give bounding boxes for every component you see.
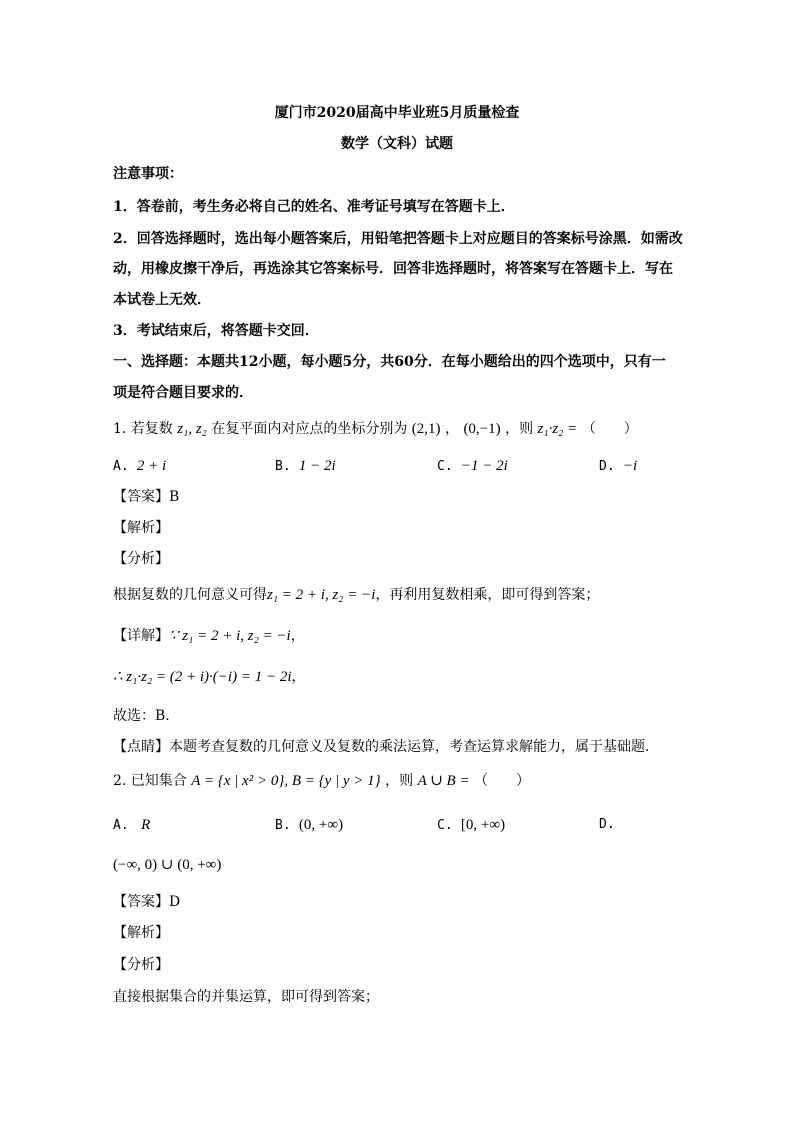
q1-detail: 【详解】∵ z₁ = 2 + i, z₂ = −i，	[113, 628, 305, 644]
q2-option-a: A. R	[113, 817, 151, 833]
q2-fenxi-text: 直接根据集合的并集运算，即可得到答案；	[113, 989, 379, 1005]
q2-blank: （ ）	[474, 773, 531, 789]
q2-fenxi-tag: 【分析】	[113, 957, 169, 973]
q1-option-c: C. −1 − 2i	[437, 458, 508, 474]
q1-point-1: (2,1)	[411, 421, 441, 437]
q1-option-a: A. 2 + i	[113, 458, 167, 474]
q1-comment: 【点睛】本题考查复数的几何意义及复数的乘法运算，考查运算求解能力，属于基础题.	[113, 739, 650, 755]
q1-blank: （ ）	[581, 421, 638, 437]
q2-option-d-label: D.	[599, 817, 615, 832]
notes-item-3: 3．考试结束后，将答题卡交回．	[113, 323, 319, 339]
q1-answer: 【答案】B	[113, 489, 180, 505]
q1-fenxi-tag: 【分析】	[113, 551, 169, 567]
q2-stem-math: A = {x | x² > 0}, B = {y | y > 1}	[191, 773, 381, 789]
q1-stem-c: ，则	[505, 421, 534, 437]
q2-answer: 【答案】D	[113, 894, 181, 910]
q2-expr: A ∪ B =	[417, 773, 470, 789]
q1-step-math: ∴ z₁·z₂ = (2 + i)·(−i) = 1 − 2i	[113, 669, 292, 685]
q1-point-2: (0,−1)	[463, 421, 501, 437]
q1-stem-b: 在复平面内对应点的坐标分别为	[211, 421, 408, 437]
q1-analysis-tag: 【解析】	[113, 520, 169, 536]
page-subtitle: 数学（文科）试题	[341, 136, 453, 152]
notes-heading: 注意事项：	[113, 166, 183, 182]
q1-step: ∴ z₁·z₂ = (2 + i)·(−i) = 1 − 2i，	[113, 669, 306, 685]
q1-stem-a: 1. 若复数	[113, 421, 173, 437]
section-heading-line-2: 项是符合题目要求的．	[113, 385, 253, 401]
question-2-stem: 2. 已知集合 A = {x | x² > 0}, B = {y | y > 1} ，则 A ∪ B = （ ）	[113, 773, 531, 789]
q2-option-d-value: (−∞, 0) ∪ (0, +∞)	[113, 857, 222, 873]
q1-expr: z₁·z₂ =	[537, 421, 578, 437]
q1-option-d: D. −i	[599, 458, 638, 474]
notes-item-2-line-1: 2．回答选择题时，选出每小题答案后，用铅笔把答题卡上对应题目的答案标号涂黑．如需改	[113, 231, 683, 247]
q1-fenxi-text: 根据复数的几何意义可得z₁ = 2 + i, z₂ = −i，再利用复数相乘，即可得到答案；	[113, 587, 600, 603]
page-title: 厦门市2020届高中毕业班5月质量检查	[274, 105, 520, 121]
q1-stem-vars: z₁, z₂	[177, 421, 207, 437]
q2-option-b: B. (0, +∞)	[275, 817, 344, 833]
q1-comma: ，	[444, 421, 459, 437]
q1-fenxi-math: z₁ = 2 + i, z₂ = −i	[267, 587, 376, 603]
q1-option-b: B. 1 − 2i	[275, 458, 336, 474]
notes-item-1: 1．答卷前，考生务必将自己的姓名、准考证号填写在答题卡上．	[113, 199, 515, 215]
notes-item-2-line-3: 本试卷上无效．	[113, 292, 211, 308]
q1-choose: 故选：B.	[113, 708, 170, 724]
q2-analysis-tag: 【解析】	[113, 925, 169, 941]
section-heading-line-1: 一、选择题：本题共12小题，每小题5分，共60分．在每小题给出的四个选项中，只有一	[113, 354, 666, 370]
q2-option-c: C. [0, +∞)	[437, 817, 506, 833]
notes-item-2-line-2: 动，用橡皮擦干净后，再选涂其它答案标号．回答非选择题时，将答案写在答题卡上．写在	[113, 261, 673, 277]
question-1-stem	[113, 419, 638, 439]
q1-detail-math: ∵ z₁ = 2 + i, z₂ = −i	[169, 628, 291, 644]
